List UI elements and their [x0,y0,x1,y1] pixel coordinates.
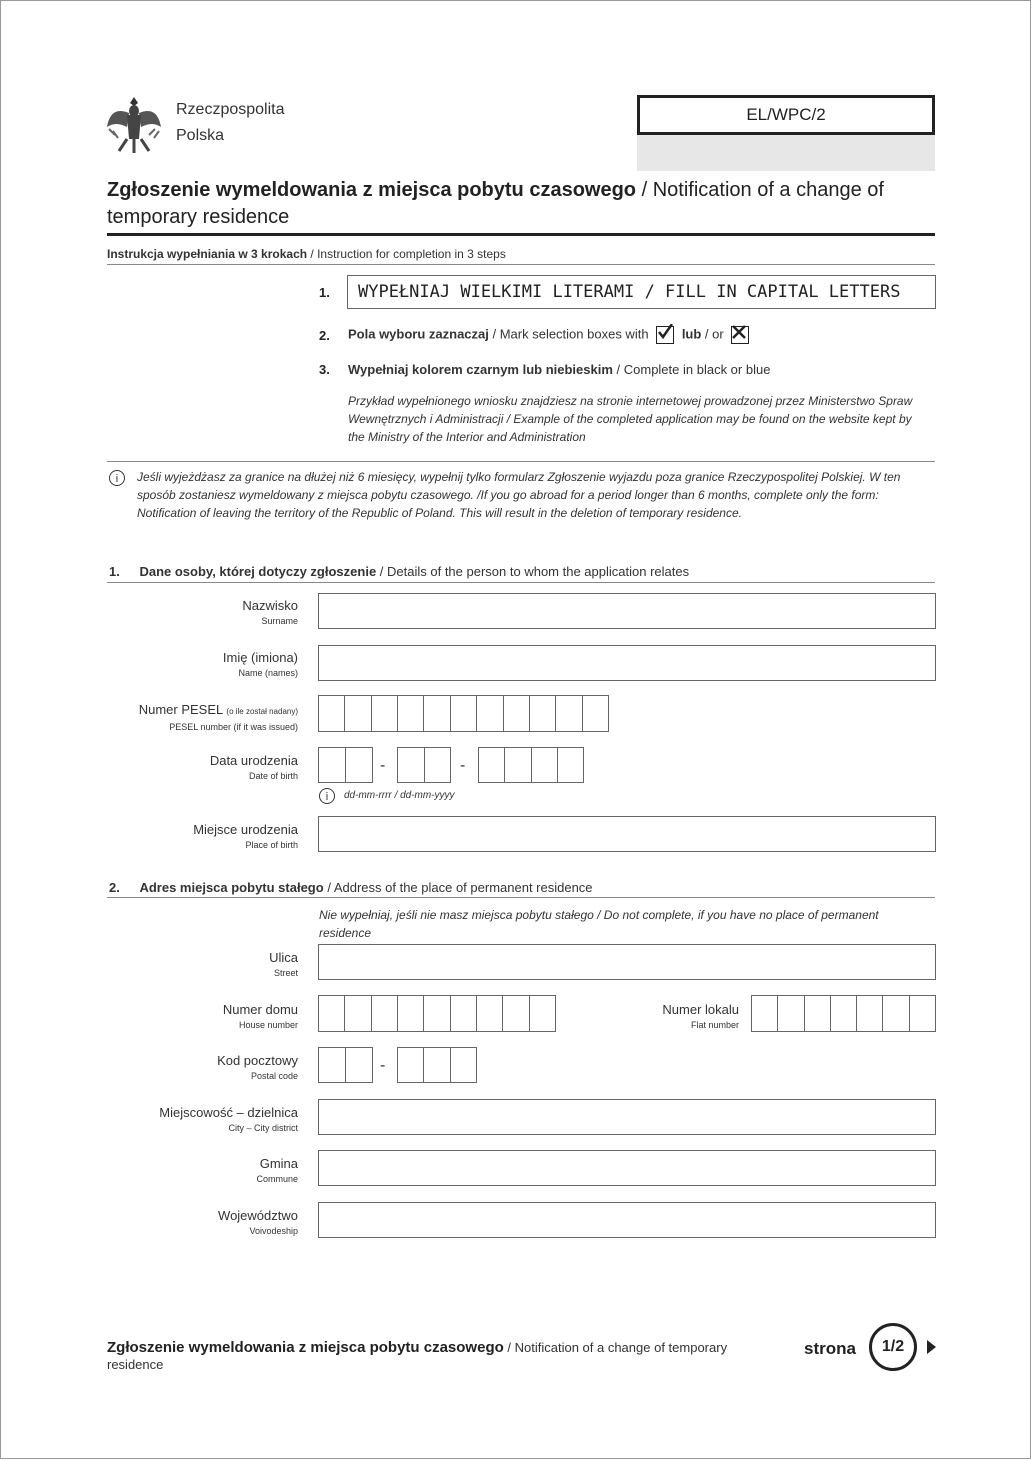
flat-number-label-en: Flat number [690,1020,739,1030]
surname-field[interactable] [318,593,936,629]
state-line-2: Polska [176,127,225,144]
voivodeship-label-en: Voivodeship [249,1226,298,1236]
section-2-heading [109,880,593,895]
dob-label-en: Date of birth [248,771,298,781]
postal-code-part1-field[interactable] [318,1047,373,1083]
step-2-pl: Pola wyboru zaznaczaj [348,326,489,342]
pesel-label-pl: Numer PESEL [138,702,223,717]
example-note: Przykład wypełnionego wniosku znajdziesz na stronie internetowej prowadzonej przez Ministerstwo Spraw Wewnętrznych i Administracji / Example of the completed application may be found on the website kept by the Ministry of the Interior and Administration [348,394,913,444]
surname-label-en: Surname [261,616,298,626]
pob-label-en: Place of birth [245,840,298,850]
house-number-label-pl: Numer domu [222,1002,298,1017]
street-label-pl: Ulica [269,950,298,965]
divider [107,897,935,898]
info-note: Jeśli wyjeżdżasz za granice na dłużej niż 6 miesięcy, wypełnij tylko formularz Zgłoszenie wyjazdu poza granice Rzeczypospolitej Polskiej. W ten sposób zostaniesz wymeldowany z miejsca pobytu czasowego. /If you go abroad for a period longer than 6 months, complete only the form: Notification of leaving the territory of the Republic of Poland. This will result in the deletion of temporary residence. [137,470,901,520]
info-icon: i [109,470,125,486]
title-en: Notification of a change of temporary residence [107,179,884,228]
footer-title-en: / Notification of a change of temporary residence [107,1340,728,1372]
title-separator: / [636,179,653,201]
names-label-pl: Imię (imiona) [222,650,298,665]
footer-title-pl: Zgłoszenie wymeldowania z miejsca pobytu czasowego [107,1339,504,1356]
street-label-en: Street [273,968,298,978]
surname-label [98,598,298,628]
dob-label-pl: Data urodzenia [209,753,298,768]
step-3-number: 3. [319,362,330,377]
form-code: EL/WPC/2 [637,95,935,135]
step-2-or-en: / or [701,326,724,342]
flat-number-label-pl: Numer lokalu [662,1002,739,1017]
names-label [98,650,298,680]
instructions-heading-en: / Instruction for completion in 3 steps [307,247,506,261]
form-title [107,177,937,231]
dob-label [98,753,298,783]
polish-eagle-emblem-icon [105,93,163,157]
commune-label [98,1156,298,1186]
postal-code-label-pl: Kod pocztowy [217,1053,298,1068]
state-name [176,97,285,149]
names-label-en: Name (names) [238,668,298,678]
postal-code-label-en: Postal code [250,1071,298,1081]
voivodeship-label [98,1208,298,1238]
postal-code-label [98,1053,298,1083]
pob-label [98,822,298,852]
divider [107,264,935,265]
commune-label-en: Commune [256,1174,298,1184]
dob-year-field[interactable] [478,747,584,783]
section-2-number: 2. [109,880,120,895]
info-icon: i [319,788,335,804]
postal-code-part2-field[interactable] [397,1047,477,1083]
section-1-title-en: / Details of the person to whom the application relates [376,564,690,579]
step-1-number: 1. [319,285,330,300]
commune-field[interactable] [318,1150,936,1186]
instructions-heading-pl: Instrukcja wypełniania w 3 krokach [107,247,308,261]
divider [107,461,935,462]
instructions-heading [107,247,506,261]
step-3-pl: Wypełniaj kolorem czarnym lub niebieskim [348,362,613,377]
step-2-text [348,326,753,344]
flat-number-label [539,1002,739,1032]
pesel-label-pl-note: (o ile został nadany) [226,707,298,716]
section-1-number: 1. [109,564,120,579]
step-2-or: lub [681,326,702,342]
commune-label-pl: Gmina [259,1156,298,1171]
surname-label-pl: Nazwisko [242,598,298,613]
street-field[interactable] [318,944,936,980]
checkmark-example-icon [656,326,674,344]
pesel-label-en: PESEL number (if it was issued) [169,722,298,732]
city-label-en: City – City district [228,1123,298,1133]
section-1-title-pl: Dane osoby, której dotyczy zgłoszenie [139,564,377,579]
section-1-heading [109,564,689,579]
section-2-title-pl: Adres miejsca pobytu stałego [139,880,324,895]
voivodeship-field[interactable] [318,1202,936,1238]
voivodeship-label-pl: Województwo [218,1208,298,1223]
city-label [98,1105,298,1135]
step-3-text [348,362,770,377]
dob-dash: - [380,757,386,774]
postal-dash: - [380,1057,386,1074]
office-use-area [637,135,935,171]
city-label-pl: Miejscowość – dzielnica [159,1105,298,1120]
step-2-number: 2. [319,328,330,343]
title-pl: Zgłoszenie wymeldowania z miejsca pobytu czasowego [107,179,637,201]
house-number-label-en: House number [238,1020,298,1030]
pob-field[interactable] [318,816,936,852]
flat-number-field[interactable] [751,995,936,1032]
house-number-field[interactable] [318,995,556,1032]
title-rule [107,233,935,236]
page-label: strona [804,1339,856,1358]
permanent-residence-note: Nie wypełniaj, jeśli nie masz miejsca pobytu stałego / Do not complete, if you have no place of permanent residence [319,908,879,940]
pob-label-pl: Miejsce urodzenia [193,822,298,837]
capital-letters-box: WYPEŁNIAJ WIELKIMI LITERAMI / FILL IN CAPITAL LETTERS [347,275,936,309]
date-format-hint: dd-mm-rrrr / dd-mm-yyyy [344,790,455,801]
section-2-title-en: / Address of the place of permanent residence [323,880,593,895]
names-field[interactable] [318,645,936,681]
city-field[interactable] [318,1099,936,1135]
pesel-field[interactable] [318,695,609,732]
page-number-badge: 1/2 [869,1323,917,1371]
house-number-label [98,1002,298,1032]
step-3-en: / Complete in black or blue [612,362,771,377]
next-page-arrow-icon[interactable] [927,1340,936,1354]
pesel-label [98,702,298,734]
street-label [98,950,298,980]
state-line-1: Rzeczpospolita [176,101,285,118]
footer-title [107,1339,777,1373]
dob-month-field[interactable] [397,747,451,783]
step-2-en: / Mark selection boxes with [488,326,649,342]
cross-example-icon [731,326,749,344]
dob-day-field[interactable] [318,747,373,783]
divider [107,582,935,583]
dob-dash: - [460,757,466,774]
